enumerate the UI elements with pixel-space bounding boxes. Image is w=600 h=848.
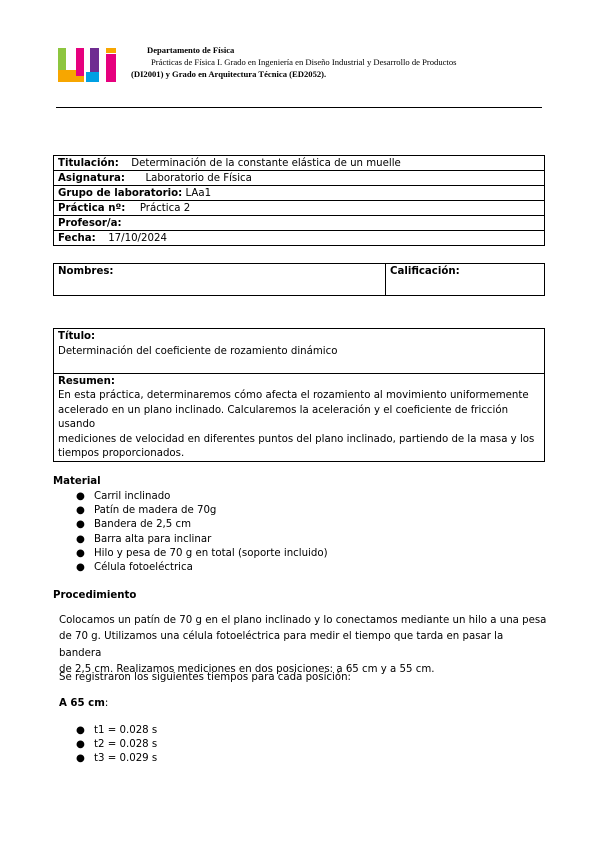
titulacion-label: Titulación: xyxy=(58,157,119,169)
position-heading xyxy=(59,698,108,709)
list-item: ● t1 = 0.028 s xyxy=(76,725,158,736)
practica-value: Práctica 2 xyxy=(139,202,191,214)
resumen-label: Resumen: xyxy=(58,376,115,387)
university-logo xyxy=(58,48,130,84)
material-list xyxy=(76,490,328,575)
list-item: ● Patín de madera de 70g xyxy=(76,505,217,517)
asignatura-value: Laboratorio de Física xyxy=(145,172,252,184)
list-item: ● Barra alta para inclinar xyxy=(76,533,212,545)
procedimiento-heading: Procedimiento xyxy=(53,590,137,601)
row-asignatura xyxy=(54,171,545,186)
fecha-label: Fecha: xyxy=(58,232,96,244)
titulo-value: Determinación del coeficiente de rozamiento dinámico xyxy=(58,346,338,357)
report-box xyxy=(53,328,545,462)
list-item: ● Célula fotoeléctrica xyxy=(76,562,193,574)
material-heading: Material xyxy=(53,476,101,487)
position-label: A 65 cm xyxy=(59,698,105,709)
procedimiento-line: de 2,5 cm. Realizamos mediciones en dos posiciones: a 65 cm y a 55 cm. xyxy=(59,664,435,676)
names-table xyxy=(53,263,545,296)
calificacion-label: Calificación: xyxy=(390,266,460,277)
resumen-text xyxy=(58,389,542,462)
resumen-line: En esta práctica, determinaremos cómo afecta el rozamiento al movimiento uniformemente xyxy=(58,390,529,401)
row-grupo xyxy=(54,186,545,201)
list-item: ● Hilo y pesa de 70 g en total (soporte incluido) xyxy=(76,547,328,559)
info-table xyxy=(53,155,545,246)
list-item: ● Bandera de 2,5 cm xyxy=(76,519,192,531)
header-line-3: (DI2001) y Grado en Arquitectura Técnica (ED2052). xyxy=(131,69,327,79)
resumen-line: acelerado en un plano inclinado. Calcularemos la aceleración y el coeficiente de fricción usando xyxy=(58,404,509,431)
row-fecha xyxy=(54,231,545,246)
list-item: ● t3 = 0.029 s xyxy=(76,753,158,765)
practica-label: Práctica nº: xyxy=(58,202,126,214)
fecha-value: 17/10/2024 xyxy=(108,232,167,244)
row-titulacion xyxy=(54,156,545,171)
document-header xyxy=(131,44,547,80)
list-item: ● t2 = 0.028 s xyxy=(76,739,158,751)
header-line-2: Prácticas de Física I. Grado en Ingeniería en Diseño Industrial y Desarrollo de Productos xyxy=(151,57,457,67)
times-list xyxy=(76,724,157,767)
procedimiento-line: de 70 g. Utilizamos una célula fotoeléctrica para medir el tiempo que tarda en pasar la bandera xyxy=(59,631,504,659)
asignatura-label: Asignatura: xyxy=(58,172,125,184)
row-profesor xyxy=(54,216,545,231)
row-practica xyxy=(54,201,545,216)
procedimiento-text xyxy=(59,613,547,679)
grupo-label: Grupo de laboratorio: xyxy=(58,187,183,199)
titulacion-value: Determinación de la constante elástica de un muelle xyxy=(131,157,401,169)
resumen-line: mediciones de velocidad en diferentes puntos del plano inclinado, partiendo de la masa y los xyxy=(58,433,535,445)
tiempos-intro: Se registraron los siguientes tiempos para cada posición: xyxy=(59,672,351,683)
grupo-value: LAa1 xyxy=(185,187,212,199)
titulo-label: Título: xyxy=(58,331,96,342)
position-colon: : xyxy=(104,698,109,709)
header-divider xyxy=(56,107,542,108)
list-item: ● Carril inclinado xyxy=(76,491,171,502)
department-name: Departamento de Física xyxy=(147,45,235,55)
procedimiento-line: Colocamos un patín de 70 g en el plano inclinado y lo conectamos mediante un hilo a una pesa xyxy=(59,615,547,626)
resumen-line: tiempos proporcionados. xyxy=(58,448,185,460)
profesor-label: Profesor/a: xyxy=(58,217,122,229)
box-divider xyxy=(54,373,544,374)
nombres-label: Nombres: xyxy=(58,266,114,277)
